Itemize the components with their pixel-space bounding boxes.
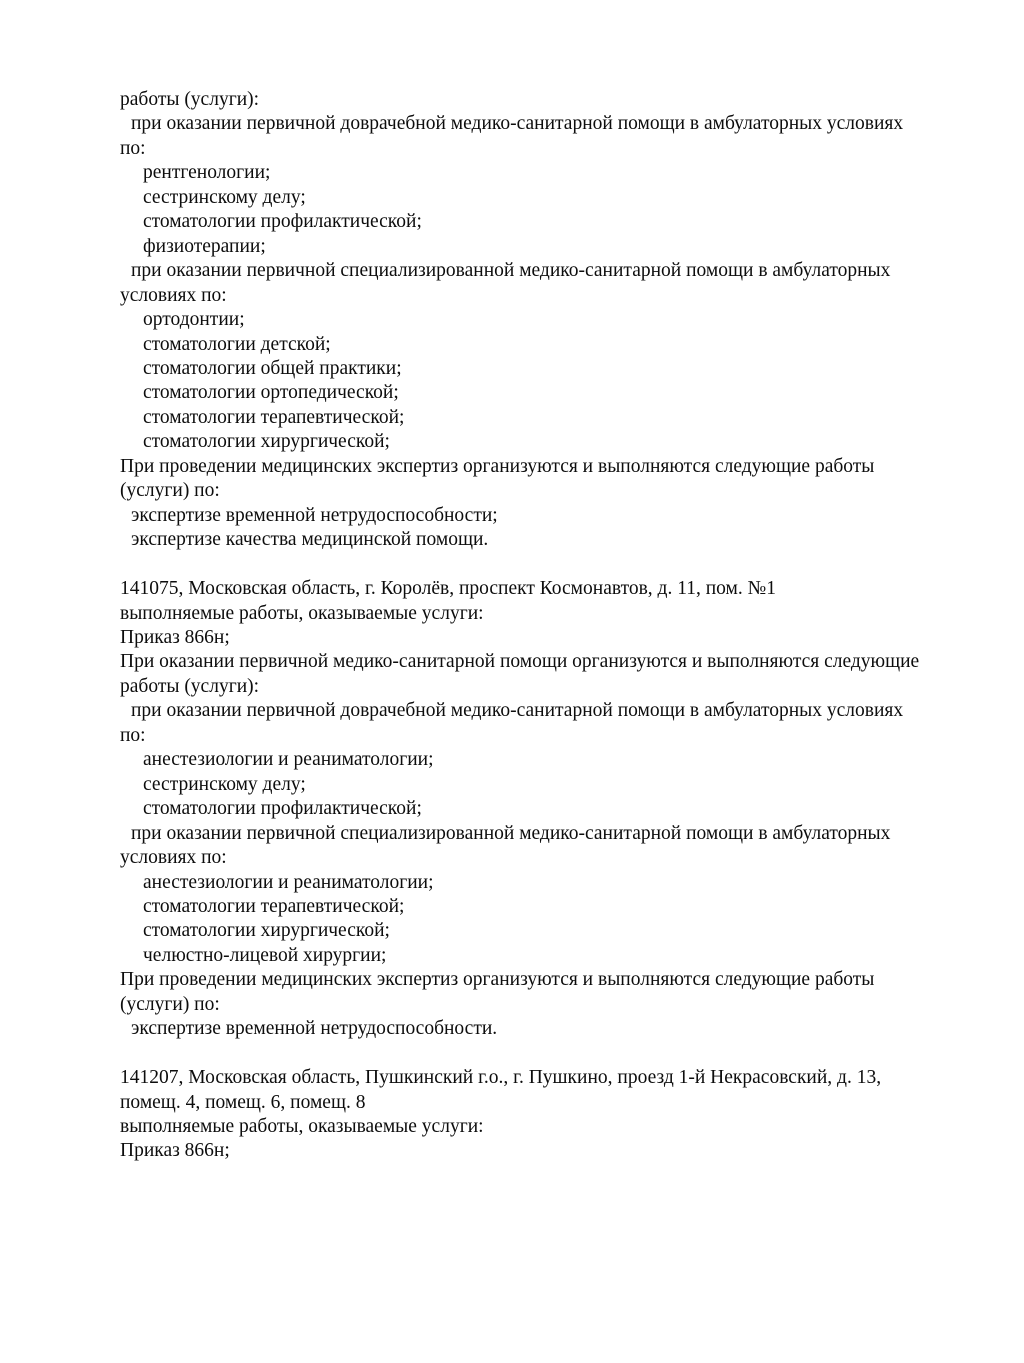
text-line: экспертизе временной нетрудоспособности; (131, 504, 498, 526)
text-line: помещ. 4, помещ. 6, помещ. 8 (120, 1091, 366, 1113)
text-line: (услуги) по: (120, 480, 220, 502)
text-line: работы (услуги): (120, 89, 260, 110)
text-line: Приказ 866н; (120, 1140, 230, 1162)
text-line: по: (120, 724, 146, 746)
text-line: выполняемые работы, оказываемые услуги: (120, 1116, 484, 1138)
text-line: Приказ 866н; (120, 626, 230, 648)
text-line: стоматологии ортопедической; (143, 382, 399, 404)
text-line: сестринскому делу; (143, 186, 306, 208)
text-line: работы (услуги): (120, 675, 260, 697)
text-line (120, 1042, 960, 1066)
text-line: экспертизе временной нетрудоспособности. (131, 1018, 498, 1040)
text-line: стоматологии детской; (143, 333, 331, 355)
text-line: стоматологии общей практики; (143, 357, 402, 379)
text-line: экспертизе качества медицинской помощи. (131, 529, 489, 551)
text-line: при оказании первичной доврачебной медико-санитарной помощи в амбулаторных условиях (131, 700, 904, 722)
text-line: сестринскому делу; (143, 773, 306, 795)
text-line: стоматологии профилактической; (143, 798, 422, 820)
text-line: стоматологии хирургической; (143, 920, 390, 942)
text-line: стоматологии терапевтической; (143, 895, 405, 917)
text-line: физиотерапии; (143, 235, 266, 257)
license-services-text (120, 88, 960, 1164)
text-line: 141075, Московская область, г. Королёв, проспект Космонавтов, д. 11, пом. №1 (120, 578, 777, 600)
text-line: анестезиологии и реаниматологии; (143, 871, 434, 893)
text-line: челюстно-лицевой хирургии; (143, 944, 387, 966)
text-line: 141207, Московская область, Пушкинский г.о., г. Пушкино, проезд 1-й Некрасовский, д. 13, (120, 1067, 882, 1089)
text-line: условиях по: (120, 284, 227, 306)
text-line: При проведении медицинских экспертиз организуются и выполняются следующие работы (120, 969, 875, 991)
text-line: при оказании первичной специализированной медико-санитарной помощи в амбулаторных (131, 260, 891, 282)
text-line: при оказании первичной доврачебной медико-санитарной помощи в амбулаторных условиях (131, 113, 904, 135)
text-line: анестезиологии и реаниматологии; (143, 749, 434, 771)
text-line: рентгенологии; (143, 162, 271, 184)
text-line: стоматологии хирургической; (143, 431, 390, 453)
text-line: по: (120, 137, 146, 159)
text-line: (услуги) по: (120, 993, 220, 1015)
text-line: При проведении медицинских экспертиз организуются и выполняются следующие работы (120, 455, 875, 477)
text-line: при оказании первичной специализированной медико-санитарной помощи в амбулаторных (131, 822, 891, 844)
text-line: ортодонтии; (143, 309, 245, 331)
text-line: условиях по: (120, 847, 227, 869)
text-line: стоматологии терапевтической; (143, 406, 405, 428)
text-line: выполняемые работы, оказываемые услуги: (120, 602, 484, 624)
text-line: При оказании первичной медико-санитарной помощи организуются и выполняются следующие (120, 651, 920, 673)
text-line (120, 553, 960, 577)
text-line: стоматологии профилактической; (143, 211, 422, 233)
